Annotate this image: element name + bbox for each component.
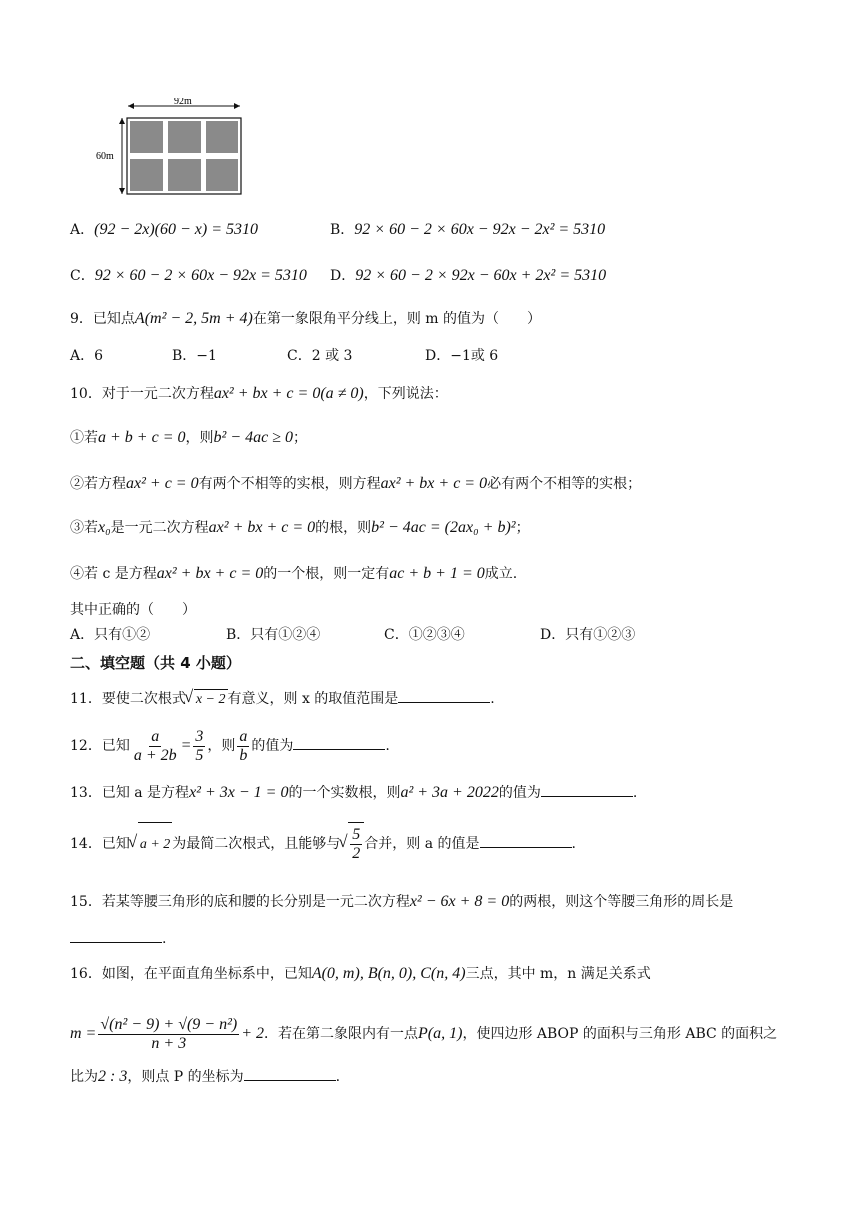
q9-option-c[interactable]: C．2 或 3: [287, 348, 353, 364]
q12: 12．已知 $\frac{a}{a + 2b}$ = $\frac{3}{5}$ ，则 $\frac{a}{b}$ 的值为 .: [70, 727, 390, 764]
q10-option-c[interactable]: C．①②③④: [384, 627, 465, 643]
q10-statement-4: ④若 c 是方程ax² + bx + c = 0的一个根，则一定有ac + b + 1 = 0成立.: [70, 565, 518, 582]
q9-option-b[interactable]: B．−1: [172, 348, 217, 364]
q11-answer-blank[interactable]: [398, 688, 490, 703]
q13: 13．已知 a 是方程x² + 3x − 1 = 0的一个实数根，则a² + 3a + 2022的值为 .: [70, 784, 638, 801]
q10-ask: 其中正确的（ ）: [70, 602, 196, 618]
q10-statement-1: ①若a + b + c = 0，则b² − 4ac ≥ 0；: [70, 429, 307, 446]
q14: 14．已知√ a + 2 为最简二次根式，且能够与 √ $\frac{5}{2}$ 合并，则 a 的值是 .: [70, 822, 576, 867]
q10-option-b[interactable]: B．只有①②④: [226, 627, 321, 643]
q12-answer-blank[interactable]: [293, 735, 385, 750]
q15-answer-blank[interactable]: [70, 928, 162, 943]
q9-option-d[interactable]: D．−1或 6: [425, 348, 499, 364]
q10-statement-2: ②若方程ax² + c = 0有两个不相等的实根，则方程ax² + bx + c = 0必有两个不相等的实根；: [70, 475, 642, 492]
q8-option-d[interactable]: D．92 × 60 − 2 × 92x − 60x + 2x² = 5310: [330, 267, 607, 284]
section-heading: 二、填空题（共 4 小题）: [70, 654, 241, 672]
q9-stem: 9．已知点A(m² − 2, 5m + 4)在第一象限角平分线上，则 m 的值为（ ）: [70, 310, 542, 327]
q8-option-a[interactable]: A．(92 − 2x)(60 − x) = 5310: [70, 221, 259, 238]
q15-line2: .: [70, 928, 166, 949]
height-label: 60m: [96, 151, 114, 162]
q8-option-b[interactable]: B．92 × 60 − 2 × 60x − 92x − 2x² = 5310: [330, 221, 606, 238]
q10-stem: 10．对于一元二次方程ax² + bx + c = 0(a ≠ 0)，下列说法：: [70, 385, 448, 402]
q8-option-c[interactable]: C．92 × 60 − 2 × 60x − 92x = 5310: [70, 267, 307, 284]
q10-option-d[interactable]: D．只有①②③: [540, 627, 636, 643]
q10-option-a[interactable]: A．只有①②: [70, 627, 151, 643]
q16-answer-blank[interactable]: [244, 1066, 336, 1081]
field-figure: [94, 98, 254, 198]
q11: 11．要使二次根式√ x − 2 有意义，则 x 的取值范围是 .: [70, 688, 495, 710]
q16: 16．如图，在平面直角坐标系中，已知A(0, m), B(n, 0), C(n, 4)三点，其中 m，n 满足关系式: [70, 965, 651, 982]
width-label: 92m: [174, 98, 192, 107]
q10-statement-3: ③若x₀是一元二次方程ax² + bx + c = 0的根，则b² − 4ac = (2ax₀ + b)²；: [70, 519, 530, 536]
q13-answer-blank[interactable]: [541, 782, 633, 797]
q9-option-a[interactable]: A．6: [70, 348, 104, 364]
q16-line3: 比为2 : 3，则点 P 的坐标为 .: [70, 1068, 341, 1085]
q15: 15．若某等腰三角形的底和腰的长分别是一元二次方程x² − 6x + 8 = 0的两根，则这个等腰三角形的周长是: [70, 893, 734, 910]
q14-answer-blank[interactable]: [480, 833, 572, 848]
q16-line2: m = $\frac{\text{√(n² − 9) + √(9 − n²)}}{n + 3}$ + 2．若在第二象限内有一点P(a, 1)，使四边形 ABOP 的面积与三角形 ABC 的面积之: [70, 1015, 778, 1052]
